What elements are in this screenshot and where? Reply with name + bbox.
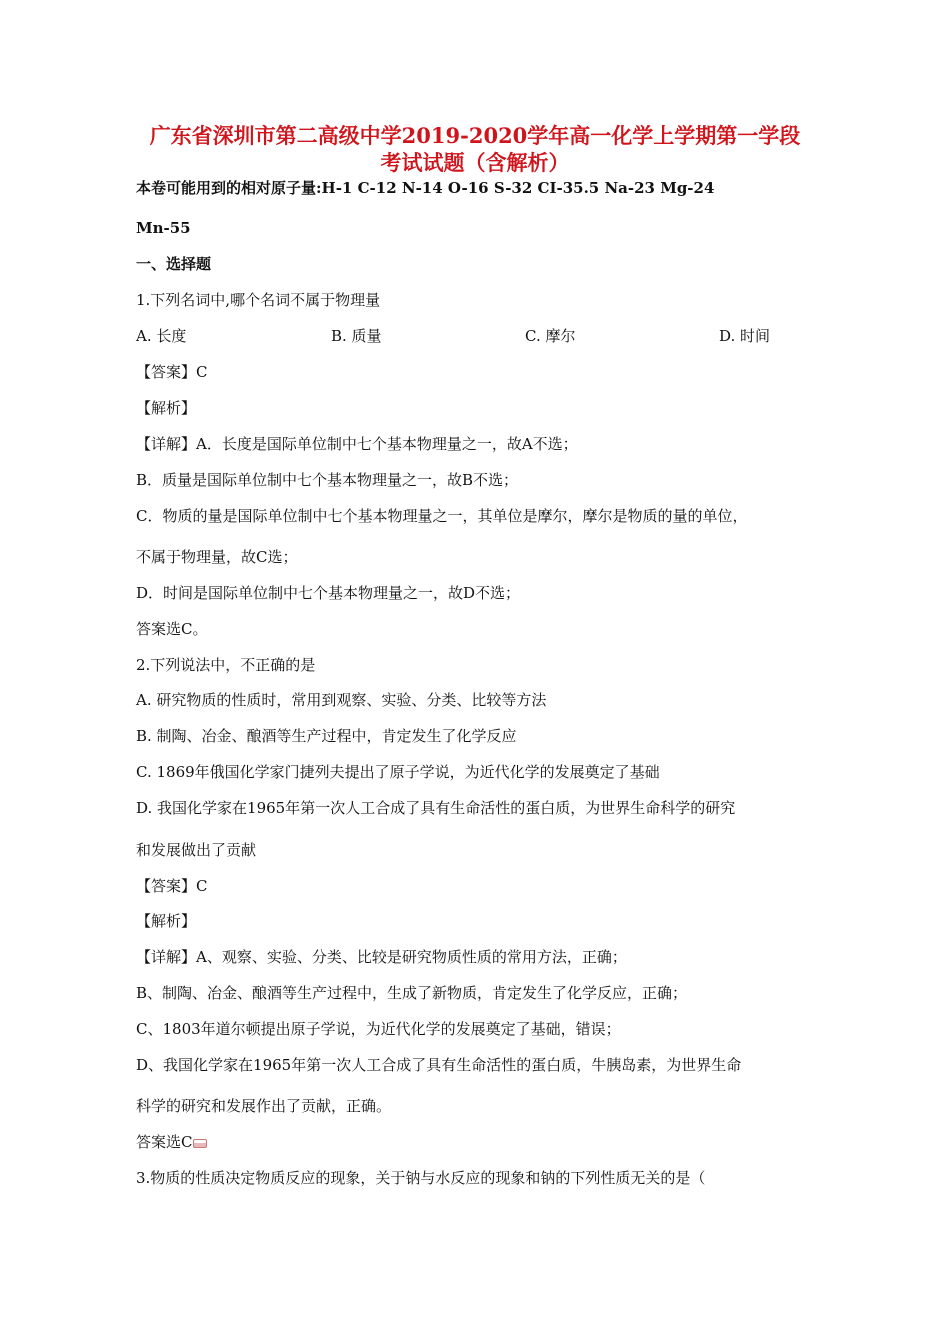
atomic-mass-line-2: Mn-55	[136, 219, 191, 237]
document-title-line-1: 广东省深圳市第二高级中学2019-2020学年高一化学上学期第一学段	[149, 123, 801, 148]
q1-option-b: B. 质量	[331, 327, 382, 345]
q2-option-c: C. 1869年俄国化学家门捷列夫提出了原子学说，为近代化学的发展奠定了基础	[136, 763, 660, 781]
q2-detail-1: 【详解】A、观察、实验、分类、比较是研究物质性质的常用方法，正确；	[136, 948, 627, 966]
q2-answer: 【答案】C	[136, 877, 208, 895]
q2-analysis-label: 【解析】	[136, 912, 197, 930]
q1-conclusion: 答案选C。	[136, 620, 208, 638]
document-title-line-2: 考试试题（含解析）	[380, 150, 570, 175]
q2-option-a: A. 研究物质的性质时，常用到观察、实验、分类、比较等方法	[136, 691, 547, 709]
q1-stem: 1.下列名词中,哪个名词不属于物理量	[136, 291, 381, 309]
atomic-mass-line-1: 本卷可能用到的相对原子量:H-1 C-12 N-14 O-16 S-32 CI-35.5 Na-23 Mg-24	[136, 179, 715, 197]
q2-option-b: B. 制陶、冶金、酿酒等生产过程中，肯定发生了化学反应	[136, 727, 517, 745]
q1-answer: 【答案】C	[136, 363, 208, 381]
q2-detail-3: C、1803年道尔顿提出原子学说，为近代化学的发展奠定了基础，错误；	[136, 1020, 621, 1038]
q1-detail-1: 【详解】A．长度是国际单位制中七个基本物理量之一，故A不选；	[136, 435, 578, 453]
q1-detail-4: 不属于物理量，故C选；	[136, 548, 298, 566]
q3-stem: 3.物质的性质决定物质反应的现象，关于钠与水反应的现象和钠的下列性质无关的是（	[136, 1169, 706, 1187]
q1-option-c: C. 摩尔	[525, 327, 576, 345]
q1-option-a: A. 长度	[136, 327, 187, 345]
q1-detail-5: D．时间是国际单位制中七个基本物理量之一，故D不选；	[136, 584, 521, 602]
q2-conclusion-row	[136, 1132, 207, 1152]
q1-option-d: D. 时间	[719, 327, 771, 345]
section-heading: 一、选择题	[136, 255, 212, 273]
q1-detail-3: C．物质的量是国际单位制中七个基本物理量之一，其单位是摩尔，摩尔是物质的量的单位，	[136, 507, 748, 525]
q2-detail-2: B、制陶、冶金、酿酒等生产过程中，生成了新物质，肯定发生了化学反应，正确；	[136, 984, 688, 1002]
q2-stem: 2.下列说法中，不正确的是	[136, 656, 316, 674]
q2-detail-5: 科学的研究和发展作出了贡献，正确。	[136, 1097, 392, 1115]
q2-conclusion: 答案选C	[136, 1133, 193, 1151]
q1-detail-2: B．质量是国际单位制中七个基本物理量之一，故B不选；	[136, 471, 519, 489]
q2-option-d-continued: 和发展做出了贡献	[136, 841, 257, 859]
q1-analysis-label: 【解析】	[136, 399, 197, 417]
stamp-mark-icon	[193, 1139, 207, 1148]
q2-option-d: D. 我国化学家在1965年第一次人工合成了具有生命活性的蛋白质，为世界生命科学的研究	[136, 799, 736, 817]
q2-detail-4: D、我国化学家在1965年第一次人工合成了具有生命活性的蛋白质，牛胰岛素，为世界生命	[136, 1056, 742, 1074]
